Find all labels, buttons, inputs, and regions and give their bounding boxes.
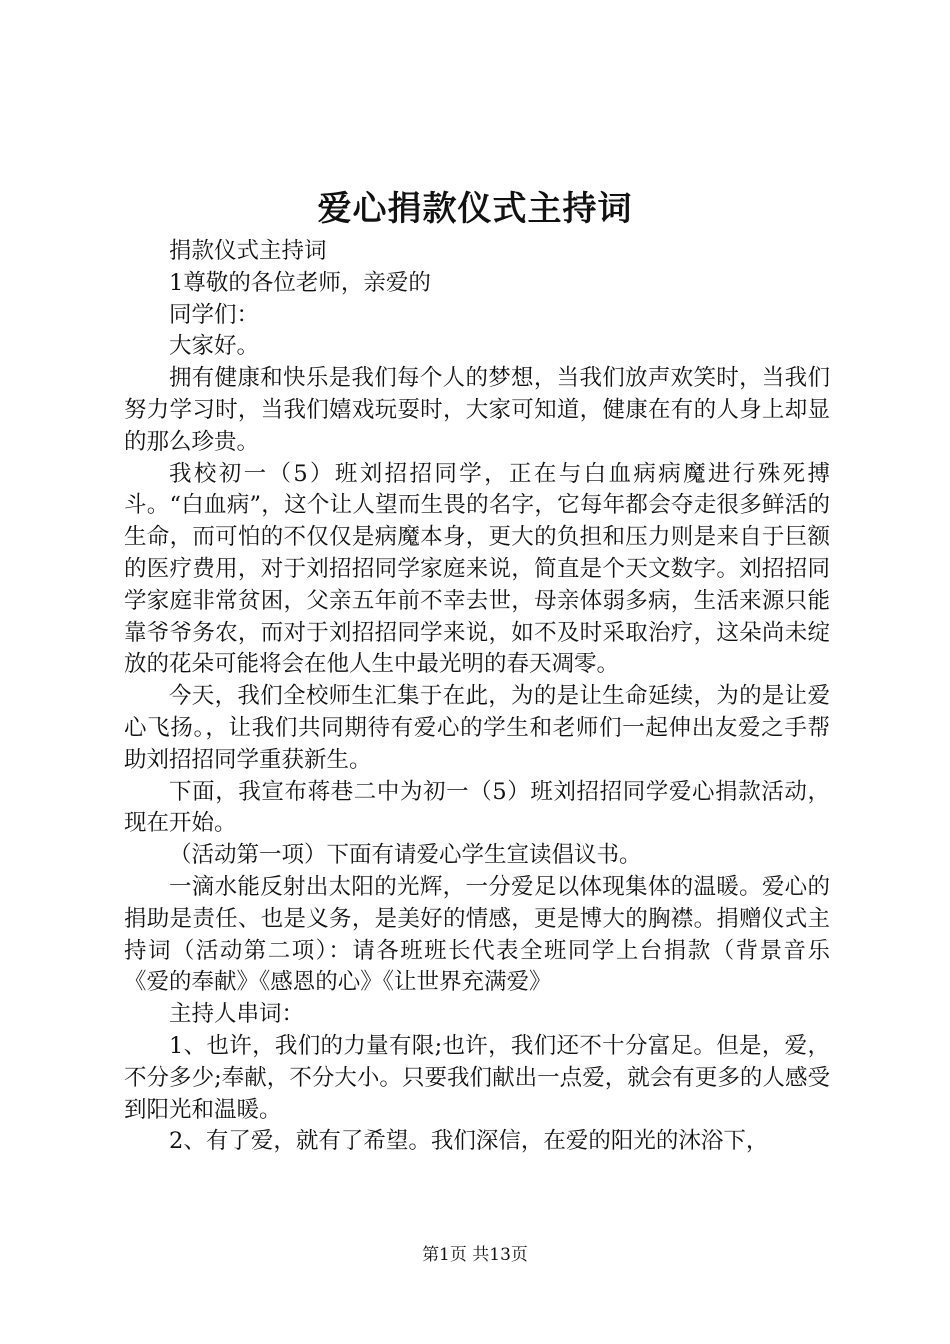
paragraph: 大家好。 — [169, 333, 260, 360]
document-title: 爱心捐款仪式主持词 — [317, 189, 633, 229]
paragraph: 主持人串词： — [169, 1001, 305, 1028]
paragraph: （活动第一项）下面有请爱心学生宣读倡议书。 — [169, 842, 642, 869]
paragraph: 一滴水能反射出太阳的光辉，一分爱足以体现集体的温暖。爱心的捐助是责任、也是义务，是美好的情感，更是博大的胸襟。捐赠仪式主持词（活动第二项）：请各班班长代表全班同学上台捐款（背景音乐《爱的奉献》《感恩的心》《让世界充满爱》 — [124, 873, 830, 996]
paragraph: 2、有了爱，就有了希望。我们深信，在爱的阳光的沐浴下， — [169, 1128, 769, 1155]
paragraph: 下面，我宣布蒋巷二中为初一（5）班刘招招同学爱心捐款活动，现在开始。 — [124, 778, 830, 837]
page-footer: 第1页 共13页 — [422, 1245, 528, 1265]
document-body — [124, 236, 830, 1158]
paragraph: 捐款仪式主持词 — [169, 238, 327, 264]
paragraph: 1尊敬的各位老师，亲爱的 — [169, 269, 431, 296]
paragraph: 1、也许，我们的力量有限;也许，我们还不十分富足。但是，爱，不分多少;奉献，不分大小。只要我们献出一点爱，就会有更多的人感受到阳光和温暖。 — [124, 1032, 830, 1123]
paragraph: 今天，我们全校师生汇集于在此，为的是让生命延续，为的是让爱心飞扬。，让我们共同期待有爱心的学生和老师们一起伸出友爱之手帮助刘招招同学重获新生。 — [124, 683, 830, 773]
paragraph: 同学们： — [169, 301, 260, 328]
paragraph: 我校初一（5）班刘招招同学，正在与白血病病魔进行殊死搏斗。“白血病”，这个让人望而生畏的名字，它每年都会夺走很多鲜活的生命，而可怕的不仅仅是病魔本身，更大的负担和压力则是来自于巨额的医疗费用，对于刘招招同学家庭来说，简直是个天文数字。刘招招同学家庭非常贫困，父亲五年前不幸去世，母亲体弱多病，生活来源只能靠爷爷务农，而对于刘招招同学来说，如不及时采取治疗，这朵尚未绽放的花朵可能将会在他人生中最光明的春天凋零。 — [124, 460, 830, 678]
paragraph: 拥有健康和快乐是我们每个人的梦想，当我们放声欢笑时，当我们努力学习时，当我们嬉戏玩耍时，大家可知道，健康在有的人身上却显的那么珍贵。 — [124, 365, 830, 455]
